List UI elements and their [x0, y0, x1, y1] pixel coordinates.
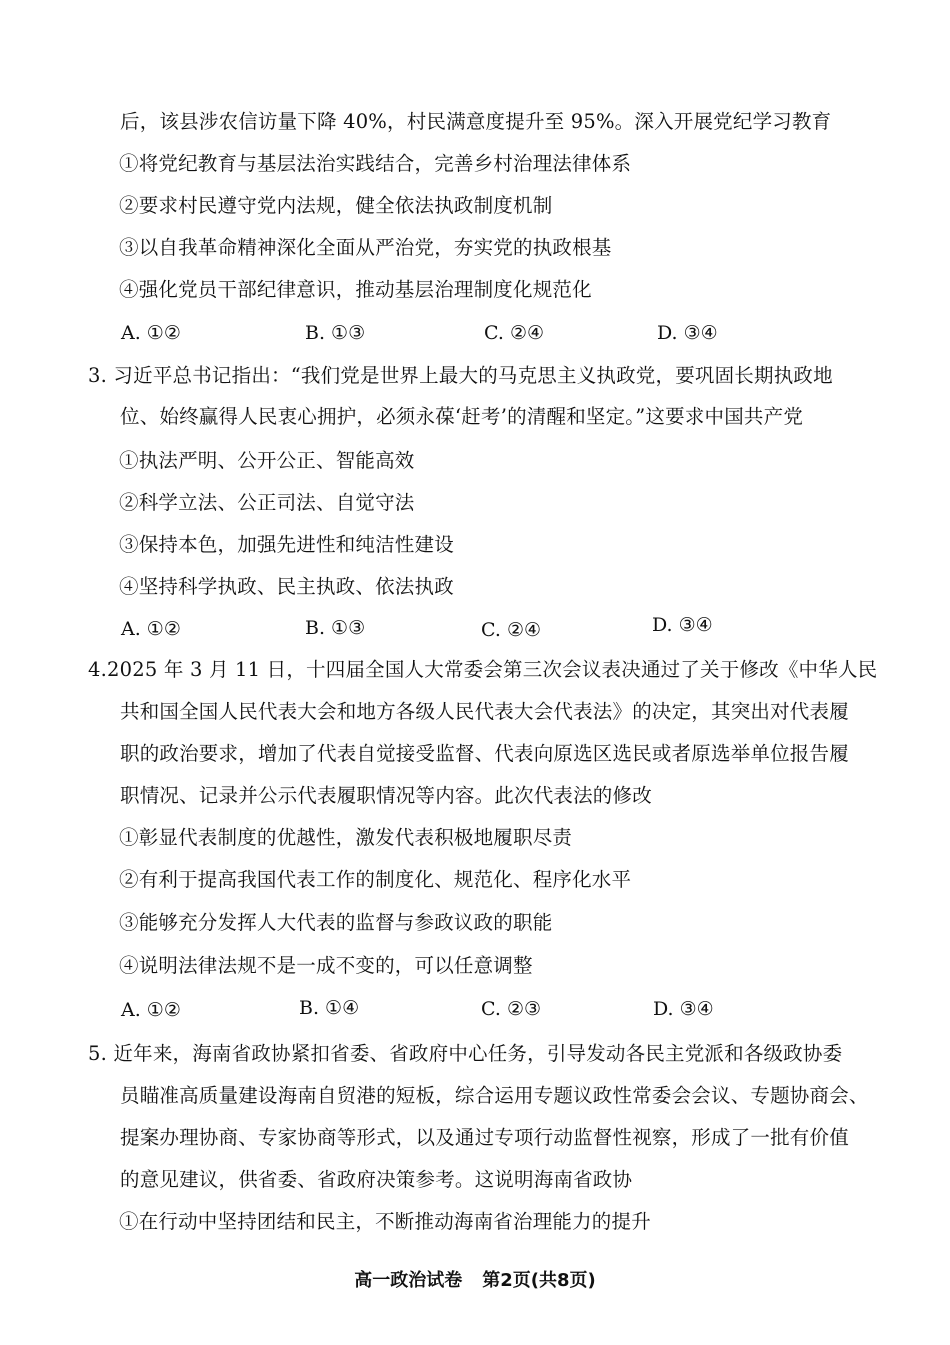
q2-choice-a: A. ①②: [121, 322, 181, 344]
q3-choice-d: D. ③④: [652, 614, 713, 636]
q4-stem-text-1: 2025 年 3 月 11 日，十四届全国人大常委会第三次会议表决通过了关于修改《中华人民: [107, 658, 878, 681]
q5-stem-line-4: 的意见建议，供省委、省政府决策参考。这说明海南省政协: [120, 1168, 633, 1191]
q4-choice-b: B. ①④: [299, 997, 360, 1019]
q2-stem-tail: 后，该县涉农信访量下降 40%，村民满意度提升至 95%。深入开展党纪学习教育: [120, 110, 832, 133]
q3-stem-line-2: 位、始终赢得人民衷心拥护，必须永葆‘赶考’的清醒和坚定。”这要求中国共产党: [120, 405, 804, 428]
footer-page-number: 第2页(共8页): [482, 1270, 596, 1291]
q4-option-4: ④说明法律法规不是一成不变的，可以任意调整: [119, 954, 533, 977]
q3-option-2: ②科学立法、公正司法、自觉守法: [119, 491, 415, 514]
q4-number: 4.: [88, 658, 108, 681]
page-footer: [0, 1266, 950, 1292]
q4-choice-c: C. ②③: [481, 998, 542, 1020]
q5-number: 5.: [88, 1042, 108, 1065]
q5-stem-line-1: [88, 1040, 842, 1068]
q4-option-3: ③能够充分发挥人大代表的监督与参政议政的职能: [119, 911, 553, 934]
q3-choice-a: A. ①②: [121, 618, 181, 640]
q4-stem-line-2: 共和国全国人民代表大会和地方各级人民代表大会代表法》的决定，其突出对代表履: [120, 700, 849, 723]
q5-stem-line-2: 员瞄准高质量建设海南自贸港的短板，综合运用专题议政性常委会会议、专题协商会、: [120, 1084, 869, 1107]
q3-stem-text-1: 习近平总书记指出：“我们党是世界上最大的马克思主义执政党，要巩固长期执政地: [113, 364, 833, 387]
q4-stem-line-1: [88, 656, 877, 684]
footer-title: 高一政治试卷: [354, 1270, 463, 1291]
q3-choice-b: B. ①③: [305, 617, 366, 639]
q3-option-1: ①执法严明、公开公正、智能高效: [119, 449, 415, 472]
q5-stem-text-1: 近年来，海南省政协紧扣省委、省政府中心任务，引导发动各民主党派和各级政协委: [113, 1042, 843, 1065]
q3-number: 3.: [88, 364, 108, 387]
q2-option-4: ④强化党员干部纪律意识，推动基层治理制度化规范化: [119, 278, 592, 301]
q4-stem-line-4: 职情况、记录并公示代表履职情况等内容。此次代表法的修改: [120, 784, 652, 807]
q2-option-3: ③以自我革命精神深化全面从严治党，夯实党的执政根基: [119, 236, 612, 259]
q4-option-2: ②有利于提高我国代表工作的制度化、规范化、程序化水平: [119, 868, 632, 891]
q4-stem-line-3: 职的政治要求，增加了代表自觉接受监督、代表向原选区选民或者原选举单位报告履: [120, 742, 849, 765]
q2-choice-b: B. ①③: [305, 322, 366, 344]
q2-choice-c: C. ②④: [484, 322, 545, 344]
q5-option-1: ①在行动中坚持团结和民主，不断推动海南省治理能力的提升: [119, 1210, 651, 1233]
q4-choice-a: A. ①②: [121, 999, 181, 1021]
q3-option-4: ④坚持科学执政、民主执政、依法执政: [119, 575, 454, 598]
q2-choice-d: D. ③④: [657, 322, 718, 344]
q3-choice-c: C. ②④: [481, 619, 542, 641]
q3-option-3: ③保持本色，加强先进性和纯洁性建设: [119, 533, 454, 556]
q2-option-2: ②要求村民遵守党内法规，健全依法执政制度机制: [119, 194, 553, 217]
q3-stem-line-1: [88, 362, 833, 390]
q2-option-1: ①将党纪教育与基层法治实践结合，完善乡村治理法律体系: [119, 152, 632, 175]
q5-stem-line-3: 提案办理协商、专家协商等形式，以及通过专项行动监督性视察，形成了一批有价值: [120, 1126, 849, 1149]
q4-choice-d: D. ③④: [653, 998, 714, 1020]
q4-option-1: ①彰显代表制度的优越性，激发代表积极地履职尽责: [119, 826, 573, 849]
